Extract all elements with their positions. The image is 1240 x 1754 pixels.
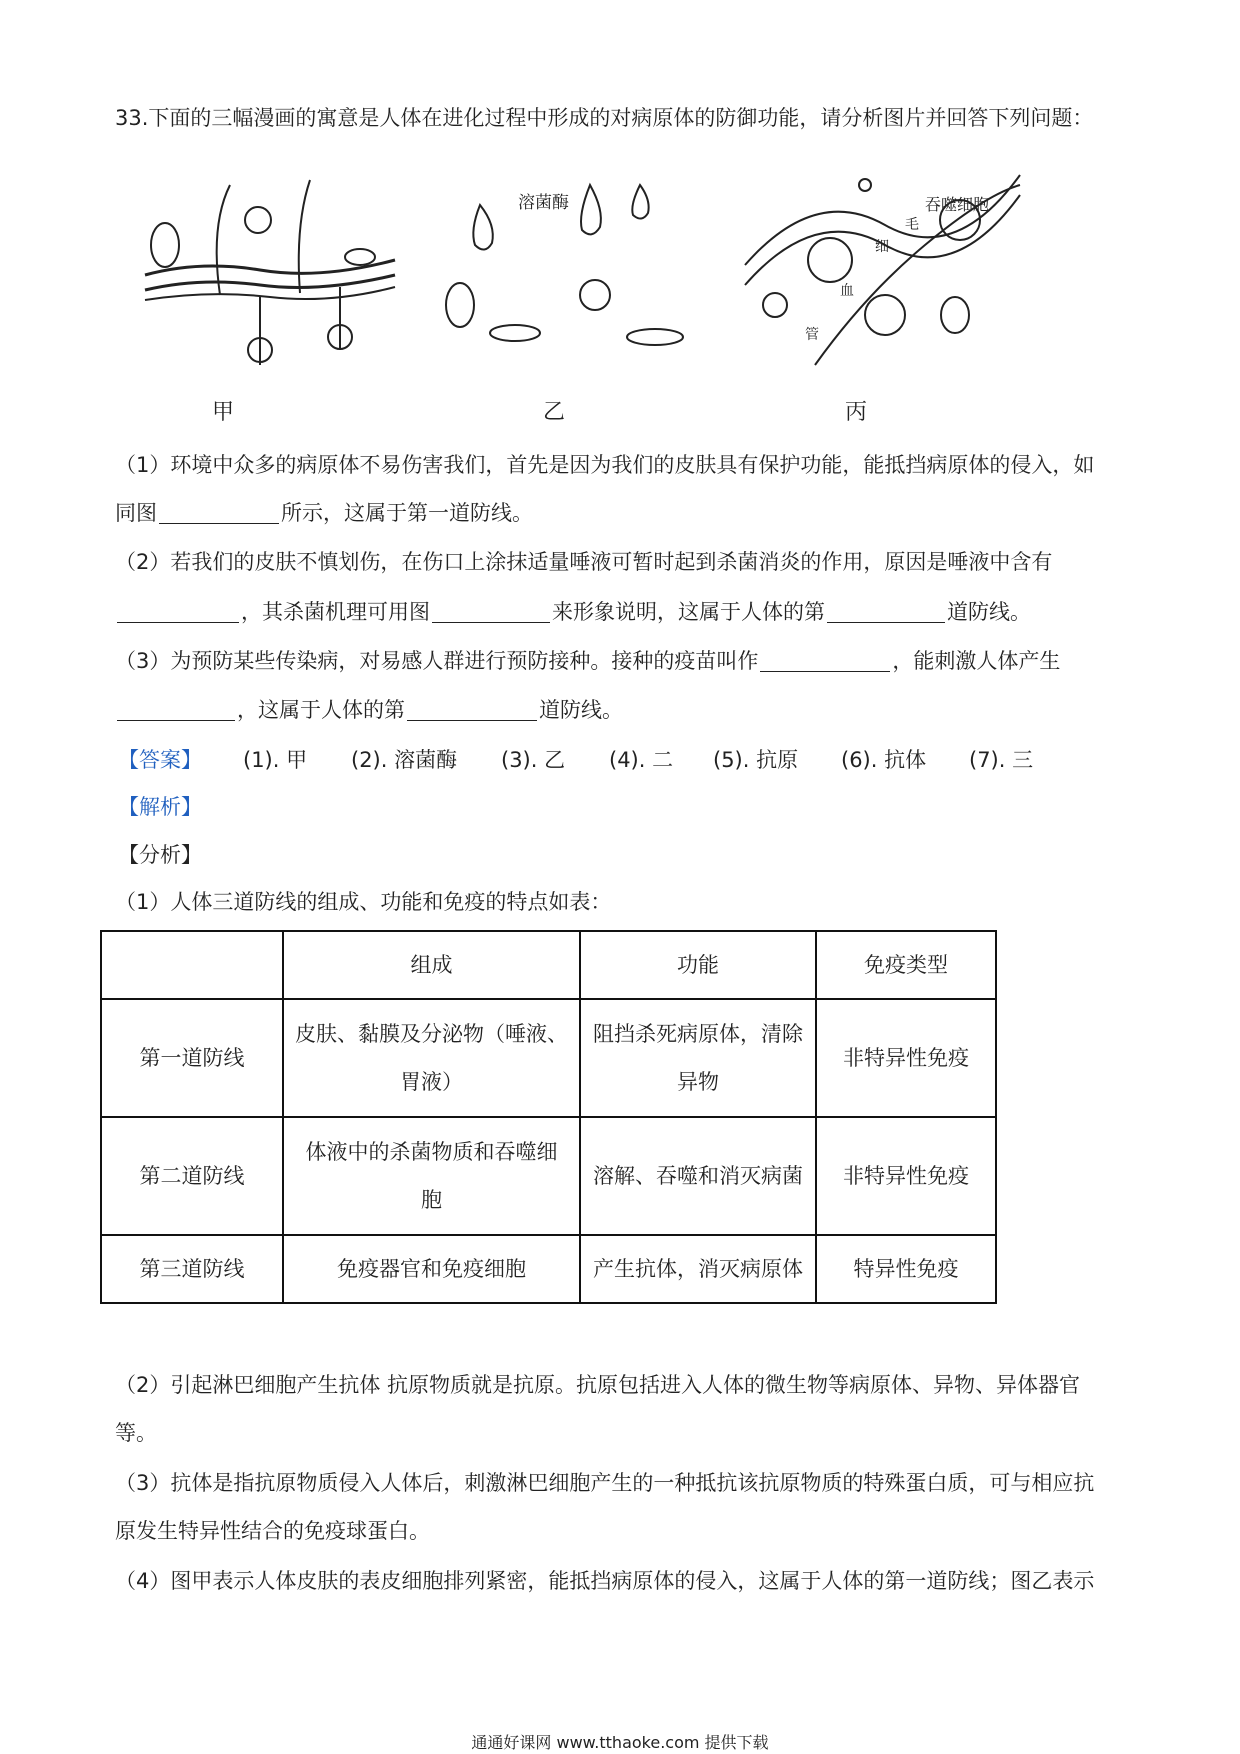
q2-blank-1[interactable] <box>117 600 239 623</box>
table-header-row <box>101 931 996 999</box>
vessel-text-1: 毛 <box>905 217 919 233</box>
analysis-p4-line1: （4）图甲表示人体皮肤的表皮细胞排列紧密，能抵挡病原体的侵入，这属于人体的第一道防线；图乙表示 <box>115 1569 1095 1593</box>
vessel-text-3: 血 <box>840 283 854 299</box>
analysis-intro: （1）人体三道防线的组成、功能和免疫的特点如表： <box>115 890 612 914</box>
vessel-text-2: 细 <box>875 239 889 255</box>
q2-line2: ，其杀菌机理可用图 来形象说明，这属于人体的第 道防线。 <box>115 597 1031 627</box>
q3-line1: （3）为预防某些传染病，对易感人群进行预防接种。接种的疫苗叫作 ，能刺激人体产生 <box>115 649 1061 673</box>
question-title: 33.下面的三幅漫画的寓意是人体在进化过程中形成的对病原体的防御功能，请分析图片并回答下列问题： <box>115 106 1094 130</box>
table-cell: 特异性免疫 <box>816 1235 996 1303</box>
q3-line2: ，这属于人体的第 道防线。 <box>115 695 623 725</box>
table-cell: 体液中的杀菌物质和吞噬细 胞 <box>283 1117 580 1235</box>
table-cell: 阻挡杀死病原体，清除 异物 <box>580 999 816 1117</box>
lysozyme-caption: 溶菌酶 <box>518 193 569 213</box>
analysis-subheader: 【分析】 <box>118 843 202 867</box>
table-header-cell: 组成 <box>283 931 580 999</box>
table-row <box>101 1235 996 1303</box>
table-cell: 产生抗体，消灭病原体 <box>580 1235 816 1303</box>
answer-item-2: (2). 溶菌酶 <box>351 748 458 772</box>
q1-blank[interactable] <box>159 501 279 524</box>
answer-item-4: (4). 二 <box>609 748 674 772</box>
answer-item-5: (5). 抗原 <box>713 748 799 772</box>
table-header-cell: 功能 <box>580 931 816 999</box>
analysis-header: 【解析】 <box>118 795 202 819</box>
answer-item-1: (1). 甲 <box>243 748 308 772</box>
analysis-p3-line1: （3）抗体是指抗原物质侵入人体后，刺激淋巴细胞产生的一种抵抗该抗原物质的特殊蛋白质，可与相应抗 <box>115 1471 1095 1495</box>
answer-header: 【答案】 <box>118 748 202 772</box>
answer-item-6: (6). 抗体 <box>841 748 927 772</box>
answer-item-7: (7). 三 <box>969 748 1034 772</box>
analysis-p2-line2: 等。 <box>115 1421 157 1445</box>
q2-line1: （2）若我们的皮肤不慎划伤，在伤口上涂抹适量唾液可暂时起到杀菌消炎的作用，原因是唾液中含有 <box>115 550 1053 574</box>
q3-blank-2[interactable] <box>117 698 235 721</box>
vessel-text-4: 管 <box>805 327 819 343</box>
q1-line1: （1）环境中众多的病原体不易伤害我们，首先是因为我们的皮肤具有保护功能，能抵挡病原体的侵入，如 <box>115 453 1095 477</box>
table-cell: 非特异性免疫 <box>816 999 996 1117</box>
table-row <box>101 1117 996 1235</box>
skin-barrier-cartoon-icon <box>140 165 400 385</box>
table-cell: 第三道防线 <box>101 1235 283 1303</box>
table-cell: 第二道防线 <box>101 1117 283 1235</box>
table-header-cell: 免疫类型 <box>816 931 996 999</box>
answer-line <box>118 745 1033 775</box>
q2-blank-2[interactable] <box>432 600 550 623</box>
table-cell: 溶解、吞噬和消灭病菌 <box>580 1117 816 1235</box>
table-row <box>101 999 996 1117</box>
table-cell: 免疫器官和免疫细胞 <box>283 1235 580 1303</box>
table-cell: 非特异性免疫 <box>816 1117 996 1235</box>
q1-line2: 同图 所示，这属于第一道防线。 <box>115 501 533 525</box>
analysis-p3-line2: 原发生特异性结合的免疫球蛋白。 <box>115 1519 430 1543</box>
figure-label-jia: 甲 <box>212 400 235 425</box>
q3-blank-3[interactable] <box>407 698 537 721</box>
figure-label-bing: 丙 <box>845 400 868 425</box>
analysis-p2-line1: （2）引起淋巴细胞产生抗体 抗原物质就是抗原。抗原包括进入人体的微生物等病原体、异物、异体器官 <box>115 1373 1081 1397</box>
table-header-cell <box>101 931 283 999</box>
table-cell: 皮肤、黏膜及分泌物（唾液、 胃液） <box>283 999 580 1117</box>
defense-table <box>100 930 997 1304</box>
q2-blank-3[interactable] <box>827 600 945 623</box>
table-cell: 第一道防线 <box>101 999 283 1117</box>
figure-label-yi: 乙 <box>543 400 566 425</box>
phagocyte-caption: 吞噬细胞 <box>925 195 990 214</box>
q3-blank-1[interactable] <box>760 649 890 672</box>
answer-item-3: (3). 乙 <box>501 748 566 772</box>
page-footer: 通通好课网 www.tthaoke.com 提供下载 <box>471 1733 769 1752</box>
